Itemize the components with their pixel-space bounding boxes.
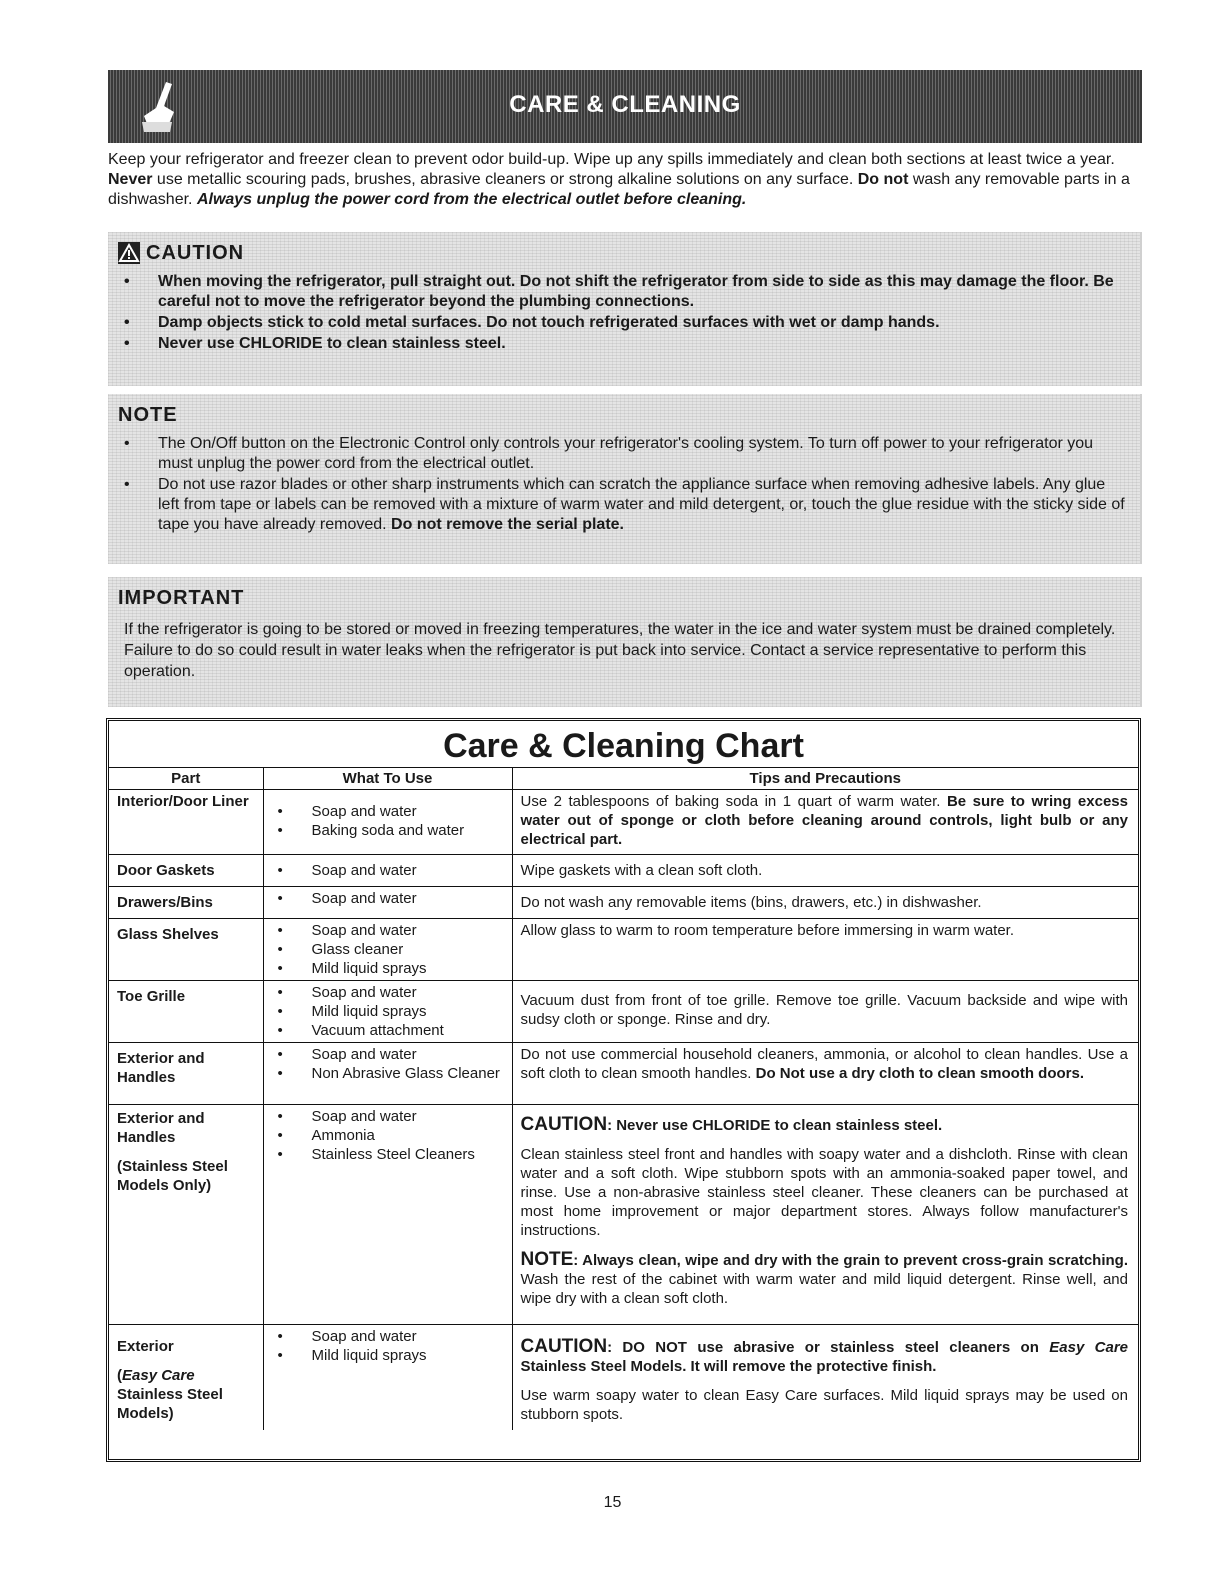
warning-icon <box>118 242 140 264</box>
tip-cell <box>512 1043 1138 1105</box>
section-banner <box>108 70 1142 143</box>
part-cell: Exterior and Handles <box>109 1043 263 1105</box>
part-cell: Drawers/Bins <box>109 887 263 919</box>
use-item: • Soap and water <box>312 921 504 940</box>
tip-cell: Allow glass to warm to room temperature before immersing in warm water. <box>512 919 1138 981</box>
caution-heading <box>118 240 1130 266</box>
part-note-paren: ( <box>117 1367 122 1384</box>
stainless-caution <box>521 1115 1129 1135</box>
use-item: • Soap and water <box>312 983 504 1002</box>
tip-cell: Wipe gaskets with a clean soft cloth. <box>512 855 1138 887</box>
use-item: • Non Abrasive Glass Cleaner <box>312 1064 504 1083</box>
note-bold-text: : Always clean, wipe and dry with the grain to prevent cross-grain scratching. <box>573 1252 1128 1269</box>
caution-label: CAUTION <box>520 1336 608 1357</box>
note-heading: NOTE <box>118 403 178 426</box>
use-item: • Soap and water <box>312 1107 504 1126</box>
intro-text: wash any removable parts in a dishwasher. <box>108 171 1130 208</box>
intro-unplug-warning: Always unplug the power cord from the electrical outlet before cleaning. <box>196 191 747 208</box>
part-note: (Stainless Steel Models Only) <box>117 1158 228 1194</box>
page-number: 15 <box>603 1494 622 1511</box>
table-row <box>109 855 1138 887</box>
use-item: • Glass cleaner <box>312 940 504 959</box>
caution-text: : DO NOT use abrasive or stainless steel cleaners on <box>607 1339 1050 1356</box>
use-cell <box>263 981 512 1043</box>
care-cleaning-chart <box>106 718 1141 1462</box>
part-note <box>117 1366 243 1423</box>
table-row <box>109 919 1138 981</box>
use-item: • Mild liquid sprays <box>312 1002 504 1021</box>
use-cell <box>263 1043 512 1105</box>
part-name: Exterior <box>117 1338 174 1355</box>
part-cell: Interior/Door Liner <box>109 790 263 855</box>
use-item: • Soap and water <box>312 802 504 821</box>
use-cell <box>263 855 512 887</box>
note-box <box>108 394 1142 564</box>
part-note-easy-care: Easy Care <box>122 1367 195 1384</box>
tip-cell: Do not wash any removable items (bins, drawers, etc.) in dishwasher. <box>512 887 1138 919</box>
use-item: • Mild liquid sprays <box>312 1346 504 1365</box>
tip-cell <box>512 790 1138 855</box>
column-header-part: Part <box>109 768 263 790</box>
caution-text: Stainless Steel Models. It will remove the protective finish. <box>520 1358 937 1375</box>
caution-item: • Damp objects stick to cold metal surfaces. Do not touch refrigerated surfaces with wet or damp hands. <box>158 313 1130 333</box>
important-text: If the refrigerator is going to be stored or moved in freezing temperatures, the water in the ice and water system must be drained completely. Failure to do so could result in water leaks when the refrigerator is put back into service. Contact a service representative to perform this operation. <box>124 621 1116 680</box>
part-cell <box>109 1105 263 1325</box>
use-cell <box>263 919 512 981</box>
page-title: CARE & CLEANING <box>509 91 741 118</box>
tip-text: Use 2 tablespoons of baking soda in 1 quart of warm water. <box>520 793 947 810</box>
note-text: Wash the rest of the cabinet with warm water and mild liquid detergent. Rinse well, and wipe dry with a clean soft cloth. <box>520 1271 1128 1307</box>
use-cell <box>263 1105 512 1325</box>
caution-title: CAUTION <box>146 241 245 264</box>
use-cell <box>263 1325 512 1431</box>
use-item: • Soap and water <box>312 889 504 908</box>
note-item-text: Do not use razor blades or other sharp instruments which can scratch the appliance surface when removing adhesive labels. Any glue left from tape or labels can be removed with a mixture of warm water and mild detergent, or, touch the glue residue with the sticky side of tape you have already removed. <box>158 476 1125 533</box>
caution-item: • Never use CHLORIDE to clean stainless steel. <box>158 334 1130 354</box>
note-list <box>118 434 1130 535</box>
column-header-tips: Tips and Precautions <box>512 768 1138 790</box>
part-name: Exterior and Handles <box>117 1110 205 1146</box>
use-item: • Vacuum attachment <box>312 1021 504 1040</box>
part-note-rest: Stainless Steel Models) <box>117 1386 223 1422</box>
tip-text: Use warm soapy water to clean Easy Care surfaces. Mild liquid sprays may be used on stubborn spots. <box>520 1387 1128 1423</box>
serial-plate-warning: Do not remove the serial plate. <box>391 516 624 533</box>
intro-never: Never <box>108 171 153 188</box>
table-row <box>109 1043 1138 1105</box>
part-cell: Door Gaskets <box>109 855 263 887</box>
caution-label: CAUTION <box>520 1114 608 1135</box>
note-item: • The On/Off button on the Electronic Control only controls your refrigerator's cooling system. To turn off power to your refrigerator you must unplug the power cord from the electrical outlet. <box>158 434 1130 474</box>
use-item: • Stainless Steel Cleaners <box>312 1145 504 1164</box>
table-row <box>109 790 1138 855</box>
use-cell <box>263 790 512 855</box>
tip-warning: Be sure to wring excess water out of sponge or cloth before cleaning around controls, light bulb or any electrical part. <box>520 793 1128 848</box>
caution-list <box>118 272 1130 354</box>
tip-text: Clean stainless steel front and handles with soapy water and a dishcloth. Rinse with clean water and a soft cloth. Wipe stubborn spots with an ammonia-soaked paper towel, and rinse. Use a non-abrasive stainless steel cleaner. These cleaners can be purchased at most home improvement or major department stores. Always follow manufacturer's instructions. <box>520 1146 1128 1239</box>
intro-text: use metallic scouring pads, brushes, abrasive cleaners or strong alkaline solutions on any surface. <box>152 171 858 188</box>
tip-cell: Vacuum dust from front of toe grille. Remove toe grille. Vacuum backside and wipe with sudsy cloth or sponge. Rinse and dry. <box>512 981 1138 1043</box>
stainless-note <box>521 1250 1129 1308</box>
note-item <box>158 475 1130 535</box>
column-header-what-to-use: What To Use <box>263 768 512 790</box>
table-row <box>109 1105 1138 1325</box>
use-item: • Ammonia <box>312 1126 504 1145</box>
use-item: • Soap and water <box>312 1045 504 1064</box>
caution-item: • When moving the refrigerator, pull straight out. Do not shift the refrigerator from side to side as this may damage the floor. Be careful not to move the refrigerator beyond the plumbing connections. <box>158 272 1130 312</box>
intro-paragraph <box>108 150 1138 210</box>
part-cell: Toe Grille <box>109 981 263 1043</box>
tip-warning: Do Not use a dry cloth to clean smooth doors. <box>755 1065 1085 1082</box>
part-cell <box>109 1325 263 1431</box>
chart-title: Care & Cleaning Chart <box>109 721 1138 768</box>
important-box <box>108 577 1142 707</box>
intro-text: Keep your refrigerator and freezer clean to prevent odor build-up. Wipe up any spills immediately and clean both sections at least twice a year. <box>108 151 1115 168</box>
easy-care-caution <box>521 1337 1129 1376</box>
use-item: • Mild liquid sprays <box>312 959 504 978</box>
use-item: • Soap and water <box>312 1327 504 1346</box>
use-cell <box>263 887 512 919</box>
caution-easy-care: Easy Care <box>1049 1339 1129 1356</box>
table-row <box>109 887 1138 919</box>
note-label: NOTE <box>520 1249 574 1270</box>
table-header-row <box>109 768 1138 790</box>
intro-do-not: Do not <box>857 171 909 188</box>
important-heading: IMPORTANT <box>118 586 245 609</box>
caution-text: : Never use CHLORIDE to clean stainless steel. <box>607 1117 943 1134</box>
tip-text: Do not use commercial household cleaners, ammonia, or alcohol to clean handles. Use a soft cloth to clean smooth handles. <box>520 1046 1128 1082</box>
table-row <box>109 981 1138 1043</box>
tip-cell <box>512 1325 1138 1431</box>
caution-box <box>108 232 1142 386</box>
tip-cell <box>512 1105 1138 1325</box>
table-row <box>109 1325 1138 1431</box>
use-item: • Soap and water <box>312 861 504 880</box>
use-item: • Baking soda and water <box>312 821 504 840</box>
care-table <box>109 768 1138 1430</box>
part-cell: Glass Shelves <box>109 919 263 981</box>
